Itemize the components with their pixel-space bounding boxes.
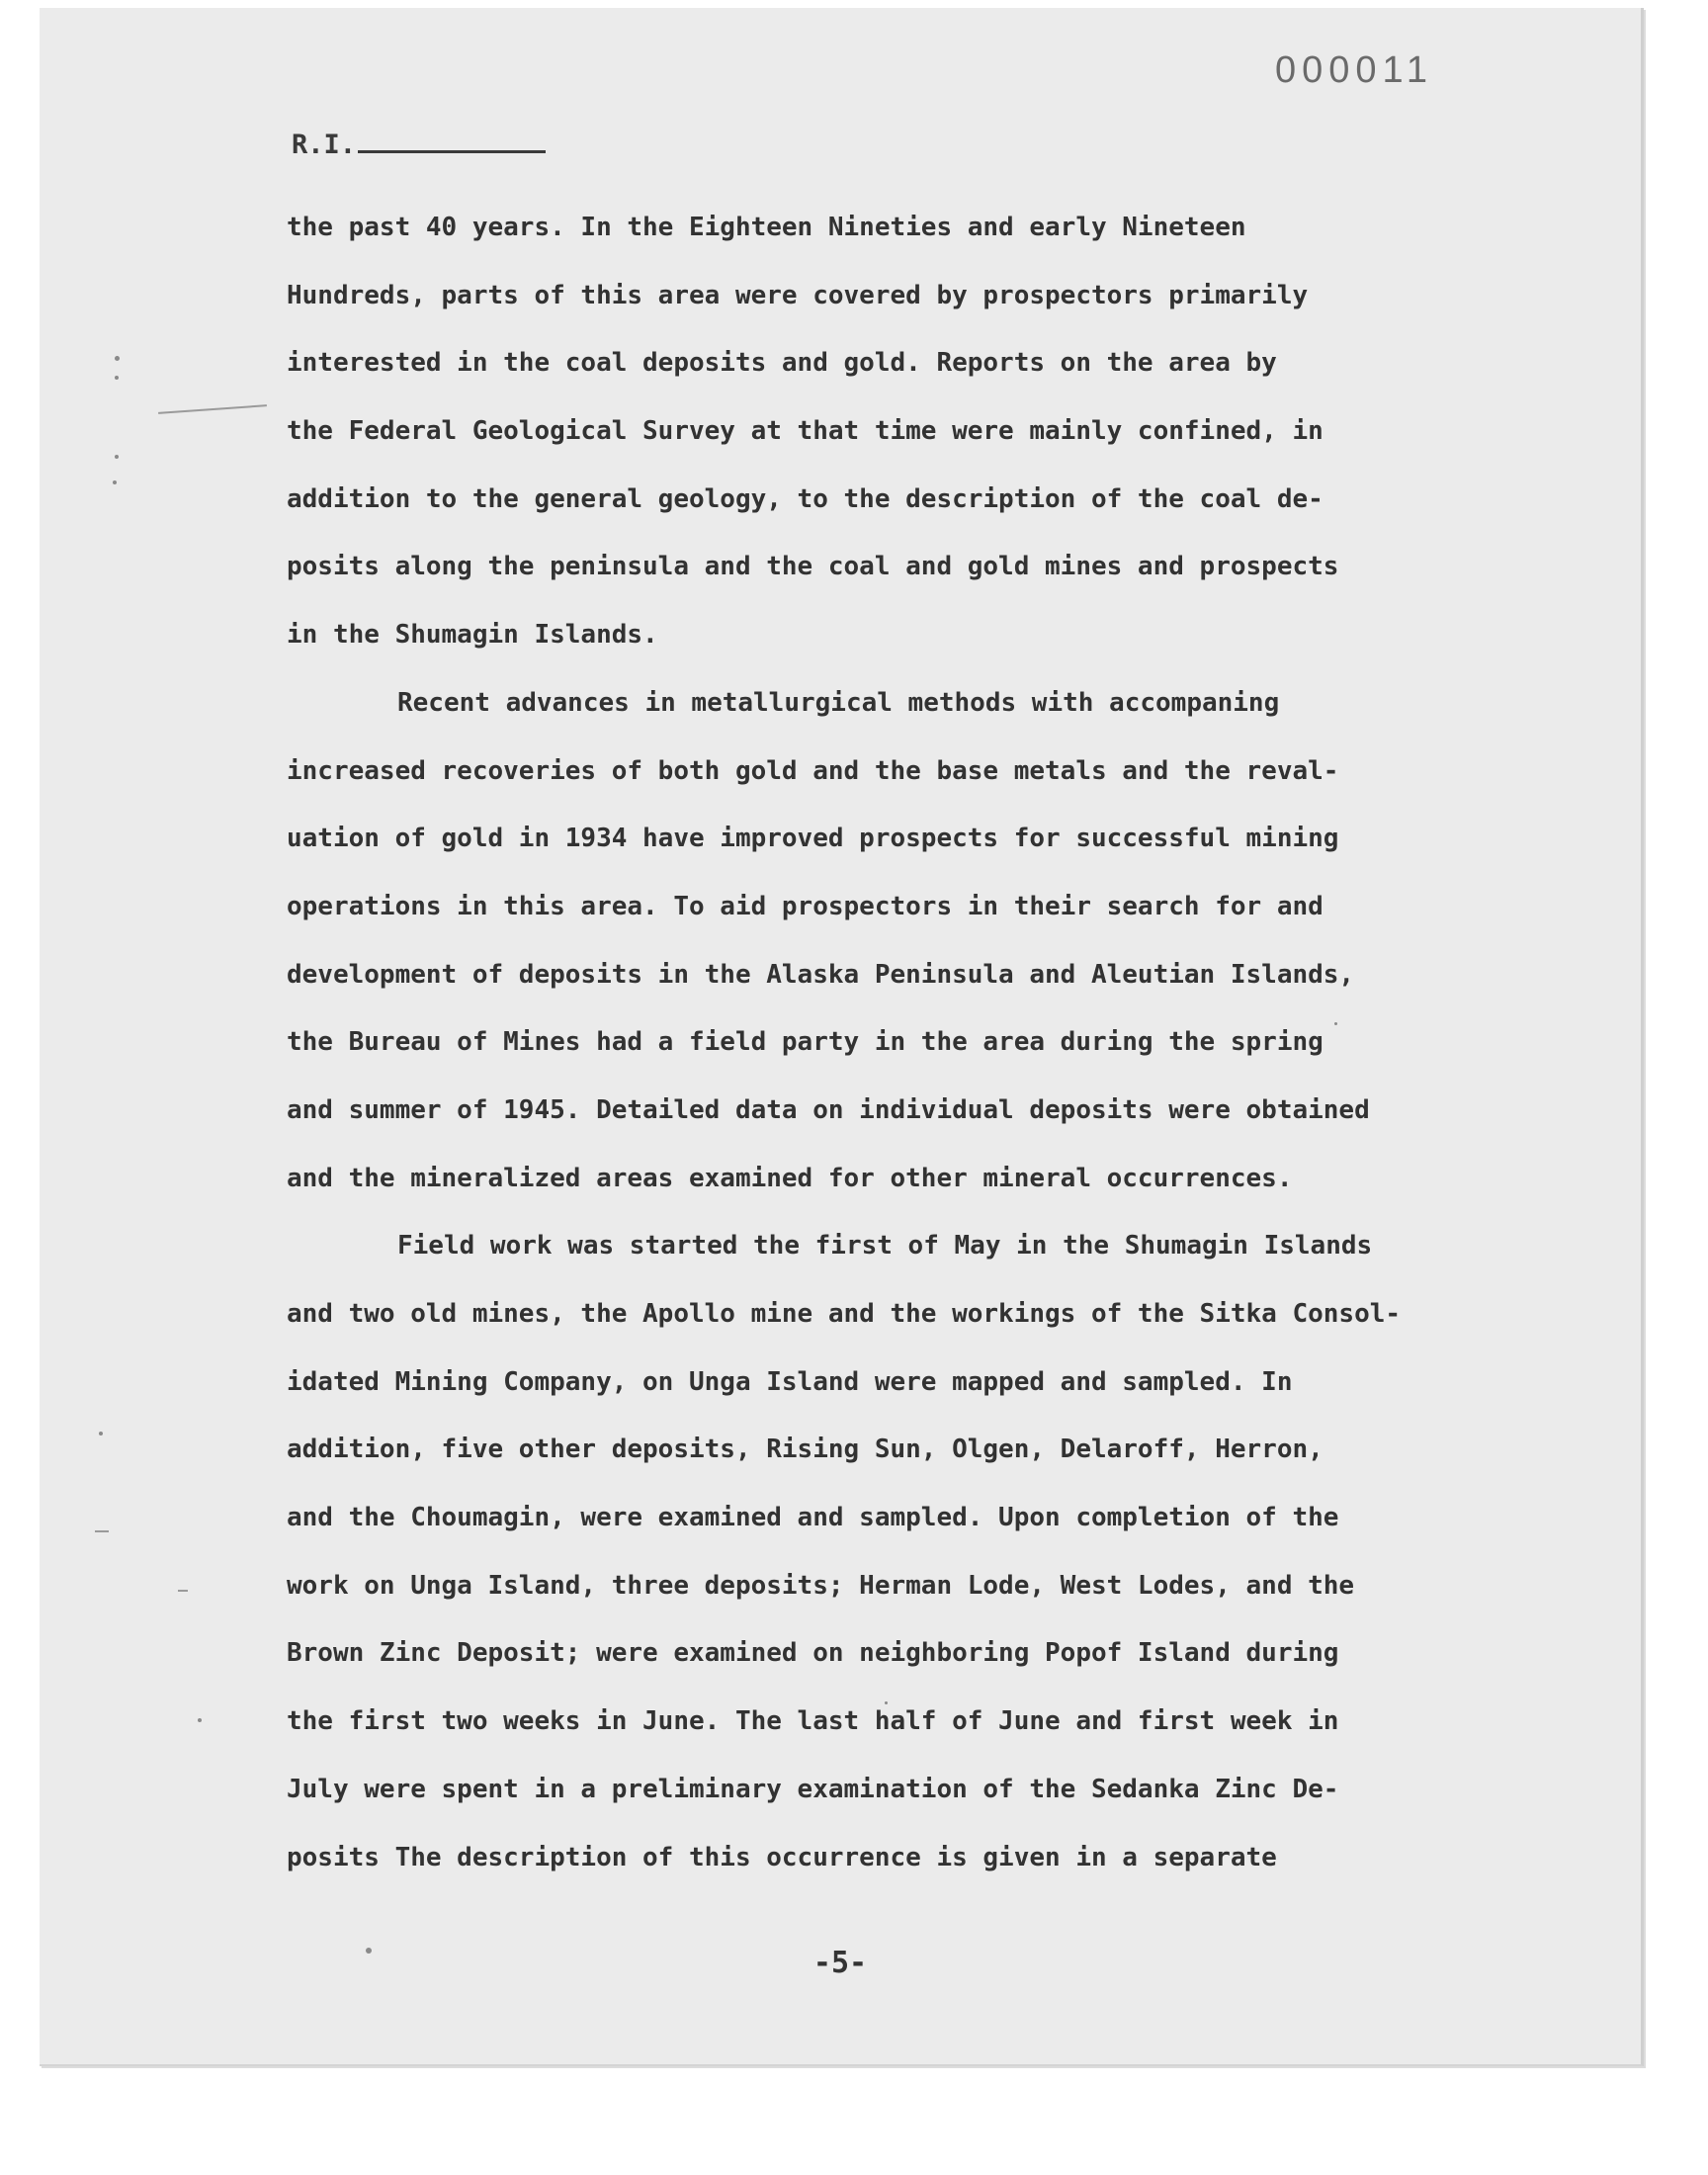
text-line: idated Mining Company, on Unga Island were mapped and sampled. In bbox=[287, 1366, 1293, 1397]
report-number-blank bbox=[358, 129, 546, 153]
text-line: and summer of 1945. Detailed data on individual deposits were obtained bbox=[287, 1094, 1370, 1125]
paragraph bbox=[287, 669, 1502, 1213]
text-line: Field work was started the first of May in the Shumagin Islands bbox=[397, 1231, 1373, 1262]
text-line: operations in this area. To aid prospectors in their search for and bbox=[287, 891, 1324, 921]
paragraph bbox=[287, 194, 1502, 669]
scan-speck bbox=[99, 1432, 103, 1436]
scan-speck bbox=[115, 455, 119, 459]
page-number: -5- bbox=[812, 1946, 868, 1980]
text-line: Brown Zinc Deposit; were examined on neighboring Popof Island during bbox=[287, 1638, 1339, 1669]
report-label bbox=[292, 129, 546, 160]
paragraph bbox=[287, 1212, 1502, 1891]
text-line: Recent advances in metallurgical methods with accompaning bbox=[397, 687, 1280, 718]
scan-mark bbox=[95, 1530, 109, 1532]
text-line: posits along the peninsula and the coal and gold mines and prospects bbox=[287, 552, 1339, 582]
text-line: the Federal Geological Survey at that time were mainly confined, in bbox=[287, 416, 1324, 447]
report-label-text: R.I. bbox=[292, 130, 357, 160]
text-line: development of deposits in the Alaska Peninsula and Aleutian Islands, bbox=[287, 959, 1355, 990]
text-line: uation of gold in 1934 have improved prospects for successful mining bbox=[287, 824, 1339, 854]
text-line: addition, five other deposits, Rising Sun, Olgen, Delaroff, Herron, bbox=[287, 1435, 1324, 1465]
text-line: addition to the general geology, to the description of the coal de- bbox=[287, 483, 1324, 514]
scan-speck bbox=[198, 1718, 202, 1722]
text-line: Hundreds, parts of this area were covered by prospectors primarily bbox=[287, 280, 1309, 310]
text-line: and the Choumagin, were examined and sampled. Upon completion of the bbox=[287, 1503, 1339, 1533]
text-line: work on Unga Island, three deposits; Herman Lode, West Lodes, and the bbox=[287, 1570, 1355, 1601]
text-line: and the mineralized areas examined for other mineral occurrences. bbox=[287, 1163, 1293, 1193]
text-line: interested in the coal deposits and gold. Reports on the area by bbox=[287, 348, 1277, 379]
text-line: the Bureau of Mines had a field party in the area during the spring bbox=[287, 1027, 1324, 1058]
scan-speck bbox=[115, 356, 120, 361]
sheet-number: 000011 bbox=[1275, 49, 1433, 91]
scan-speck bbox=[115, 376, 119, 380]
text-line: July were spent in a preliminary examination of the Sedanka Zinc De- bbox=[287, 1774, 1339, 1804]
scan-mark bbox=[178, 1590, 188, 1592]
text-line: posits The description of this occurrence is given in a separate bbox=[287, 1842, 1277, 1872]
scan-speck bbox=[113, 480, 117, 484]
document-body bbox=[287, 194, 1502, 1891]
text-line: the past 40 years. In the Eighteen Nineties and early Nineteen bbox=[287, 213, 1246, 242]
text-line: and two old mines, the Apollo mine and the workings of the Sitka Consol- bbox=[287, 1299, 1402, 1329]
scan-mark bbox=[158, 404, 267, 414]
text-line: the first two weeks in June. The last half of June and first week in bbox=[287, 1706, 1339, 1737]
text-line: increased recoveries of both gold and the base metals and the reval- bbox=[287, 755, 1339, 786]
text-line: in the Shumagin Islands. bbox=[287, 620, 658, 651]
